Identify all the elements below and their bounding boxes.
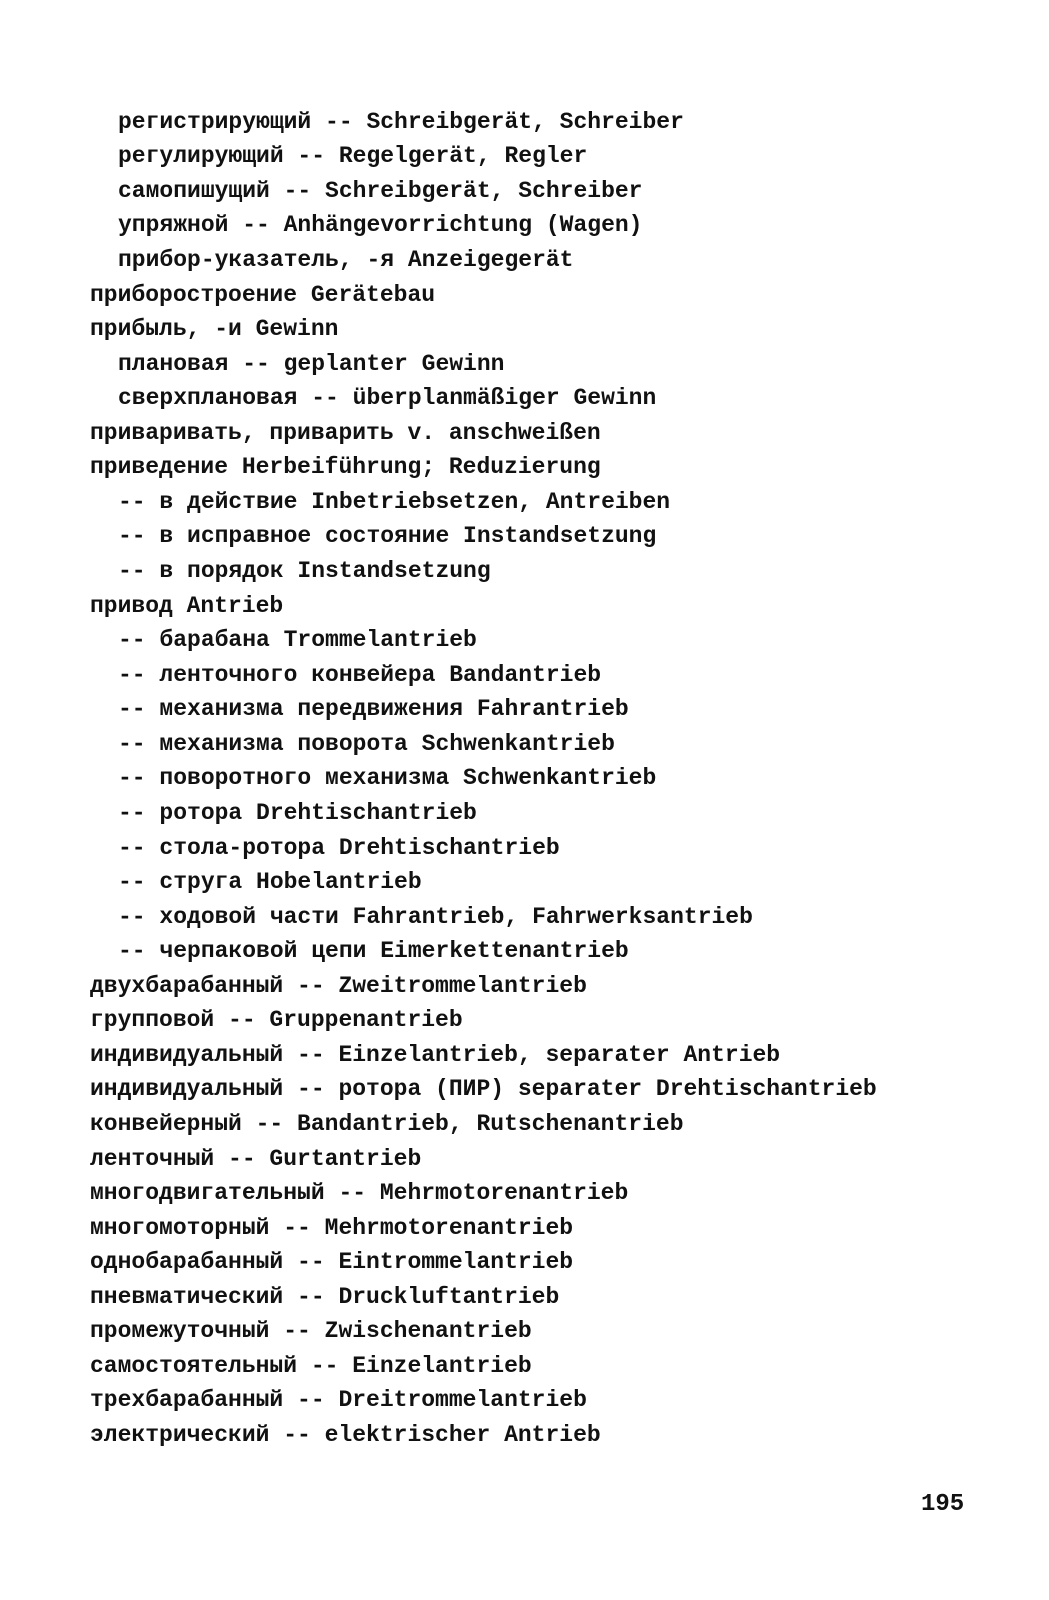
dictionary-entry: привод Antrieb (90, 593, 284, 619)
dictionary-entry: -- в действие Inbetriebsetzen, Antreiben (118, 489, 671, 515)
dictionary-entry: -- ленточного конвейера Bandantrieb (118, 662, 602, 688)
dictionary-entry: многомоторный -- Mehrmotorenantrieb (90, 1215, 574, 1241)
dictionary-entry: регистрирующий -- Schreibgerät, Schreiber (118, 109, 684, 135)
dictionary-entry: -- поворотного механизма Schwenkantrieb (118, 765, 657, 791)
dictionary-entry: прибыль, -и Gewinn (90, 316, 339, 342)
dictionary-entry: приваривать, приварить v. anschweißen (90, 420, 601, 446)
dictionary-entry: -- механизма передвижения Fahrantrieb (118, 696, 629, 722)
dictionary-entry: конвейерный -- Bandantrieb, Rutschenantrieb (90, 1111, 684, 1137)
dictionary-entry: ленточный -- Gurtantrieb (90, 1146, 422, 1172)
dictionary-entry: -- ходовой части Fahrantrieb, Fahrwerksantrieb (118, 904, 753, 930)
dictionary-entry: регулирующий -- Regelgerät, Regler (118, 143, 588, 169)
dictionary-entry: приведение Herbeiführung; Reduzierung (90, 454, 601, 480)
dictionary-entry: -- механизма поворота Schwenkantrieb (118, 731, 615, 757)
dictionary-entry: однобарабанный -- Eintrommelantrieb (90, 1249, 574, 1275)
dictionary-entry: многодвигательный -- Mehrmotorenantrieb (90, 1180, 629, 1206)
dictionary-entry: самостоятельный -- Einzelantrieb (90, 1353, 532, 1379)
dictionary-entry: упряжной -- Anhängevorrichtung (Wagen) (118, 212, 643, 238)
dictionary-entry: групповой -- Gruppenantrieb (90, 1007, 463, 1033)
dictionary-entry: -- ротора Drehtischantrieb (118, 800, 477, 826)
dictionary-entry: -- барабана Trommelantrieb (118, 627, 477, 653)
page-number: 195 (921, 1491, 965, 1518)
dictionary-entry: трехбарабанный -- Dreitrommelantrieb (90, 1387, 587, 1413)
dictionary-entry: самопишущий -- Schreibgerät, Schreiber (118, 178, 643, 204)
dictionary-entry: плановая -- geplanter Gewinn (118, 351, 505, 377)
dictionary-entry: индивидуальный -- Einzelantrieb, separater Antrieb (90, 1042, 781, 1068)
dictionary-entry: -- в исправное состояние Instandsetzung (118, 523, 657, 549)
dictionary-entry: пневматический -- Druckluftantrieb (90, 1284, 560, 1310)
dictionary-entry: приборостроение Gerätebau (90, 282, 436, 308)
dictionary-entry: -- в порядок Instandsetzung (118, 558, 491, 584)
dictionary-entry: электрический -- elektrischer Antrieb (90, 1422, 601, 1448)
dictionary-entry: прибор-указатель, -я Anzeigegerät (118, 247, 574, 273)
dictionary-entry: -- стола-ротора Drehtischantrieb (118, 835, 560, 861)
dictionary-entry: промежуточный -- Zwischenantrieb (90, 1318, 532, 1344)
dictionary-entry: сверхплановая -- überplanmäßiger Gewinn (118, 385, 657, 411)
dictionary-entry: -- струга Hobelantrieb (118, 869, 422, 895)
dictionary-entry: двухбарабанный -- Zweitrommelantrieb (90, 973, 587, 999)
dictionary-entry: индивидуальный -- ротора (ПИР) separater Drehtischantrieb (90, 1076, 877, 1102)
dictionary-entry: -- черпаковой цепи Eimerkettenantrieb (118, 938, 629, 964)
